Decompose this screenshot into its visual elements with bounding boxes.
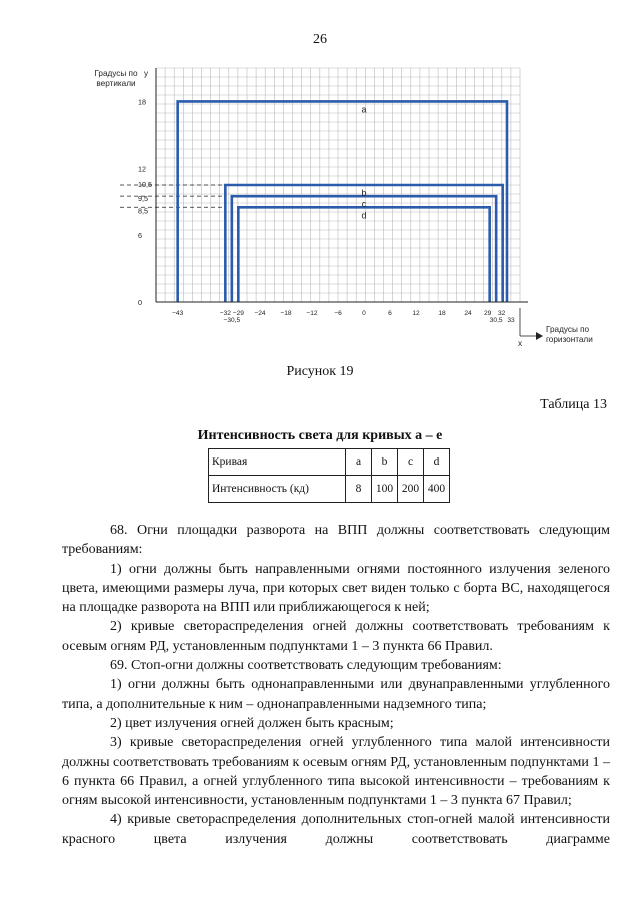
table-cell: Интенсивность (кд) (209, 476, 346, 503)
table-header-row (209, 449, 450, 476)
x-tick-label: −18 (280, 310, 292, 317)
x-tick-label: −24 (254, 310, 266, 317)
table-cell: 200 (398, 476, 424, 503)
x-arrow-head (536, 332, 543, 340)
y-axis-letter: y (144, 69, 149, 78)
paragraph-69-1: 1) огни должны быть однонаправленными или двунаправленными углубленного типа, а дополнительные к ним – однонаправленными надземного типа; (62, 677, 610, 712)
intensity-table (208, 448, 450, 503)
y-tick-label: 12 (138, 164, 146, 174)
x-tick-label: 29 (483, 310, 492, 317)
x-tick-label: −29 (232, 310, 244, 317)
x-tick-label: −32 (219, 310, 231, 317)
table-header-cell: a (346, 449, 372, 476)
x-tick-label: −43 (172, 310, 184, 317)
series-label-c: c (361, 199, 367, 210)
paragraph-69: 69. Стоп-огни должны соответствовать следующим требованиям: (110, 658, 502, 674)
paragraph-69-3: 3) кривые светораспределения огней углубленного типа малой интенсивности должны соответствовать требованиям к осевым огням РД, установленным подпунктами 1 – 6 пункта 66 Правил, а огней углубленного типа высокой интенсивности – требованиям к огням высокой интенсивности, установленным подпунктами 1 – 3 пункта 67 Правил; (62, 735, 610, 809)
x-axis-title-line2: горизонтали (546, 335, 593, 344)
x-tick-label: −30,5 (223, 317, 241, 324)
table-cell: 100 (372, 476, 398, 503)
table-header-cell: c (398, 449, 424, 476)
x-tick-label: −6 (334, 310, 342, 317)
chart-series (178, 101, 507, 302)
paragraph-69-4: 4) кривые светораспределения дополнительных стоп-огней малой интенсивности красного цвета излучения должны соответствовать диаграмме (62, 812, 610, 847)
series-line-d (238, 207, 489, 302)
chart-dashed-guides (120, 185, 225, 207)
x-axis-letter: x (517, 339, 523, 348)
page-number: 26 (313, 32, 327, 47)
series-label-b: b (361, 188, 367, 198)
y-axis-title: Градусы по (94, 69, 138, 78)
table-header-cell: b (372, 449, 398, 476)
paragraph-68-2: 2) кривые светораспределения огней должны соответствовать требованиям к осевым огням РД, установленным подпунктами 1 – 3 пункта 66 Правил. (62, 619, 610, 654)
x-tick-label: 24 (464, 310, 472, 317)
series-label-d: d (361, 210, 367, 221)
y-tick-label: 18 (138, 97, 146, 107)
table-header-cell: Кривая (209, 449, 346, 476)
x-axis-title: Градусы по (546, 325, 590, 334)
paragraph-69-2: 2) цвет излучения огней должен быть красным; (110, 715, 394, 731)
light-distribution-chart (80, 62, 600, 352)
x-tick-label: 12 (412, 310, 420, 317)
y-axis-title-line2: вертикали (96, 79, 136, 88)
y-tick-label: 6 (138, 231, 142, 241)
x-tick-label: 30,5 (489, 317, 503, 324)
x-tick-label: 18 (438, 310, 446, 317)
body-text (62, 521, 610, 849)
x-tick-label: 33 (507, 317, 515, 324)
table-row (209, 476, 450, 503)
y-tick-label: 0 (138, 298, 142, 307)
y-tick-label: 8,5 (138, 206, 148, 216)
chart-axes (156, 68, 543, 340)
paragraph-68: 68. Огни площадки разворота на ВПП должны соответствовать следующим требованиям: (62, 523, 610, 558)
table-header-cell: d (424, 449, 450, 476)
table-cell: 8 (346, 476, 372, 503)
paragraph-68-1: 1) огни должны быть направленными огнями постоянного излучения зеленого цвета, имеющими размеры луча, при которых свет виден только с борта ВС, находящегося на площадке разворота на ВПП или приближающегося к ней; (62, 561, 610, 616)
x-tick-label: −12 (306, 310, 318, 317)
table-title: Интенсивность света для кривых а – е (197, 428, 443, 443)
x-tick-label: 0 (362, 310, 366, 317)
x-tick-label: 6 (388, 310, 392, 317)
series-label-a: a (361, 104, 367, 115)
y-tick-label: 9,5 (138, 194, 148, 204)
table-cell: 400 (424, 476, 450, 503)
y-tick-label: 10,5 (138, 180, 152, 189)
figure-caption: Рисунок 19 (286, 364, 354, 379)
series-line-a (178, 101, 507, 302)
table-label: Таблица 13 (540, 397, 607, 412)
light-distribution-figure (80, 62, 600, 352)
x-tick-label: 32 (497, 310, 506, 317)
